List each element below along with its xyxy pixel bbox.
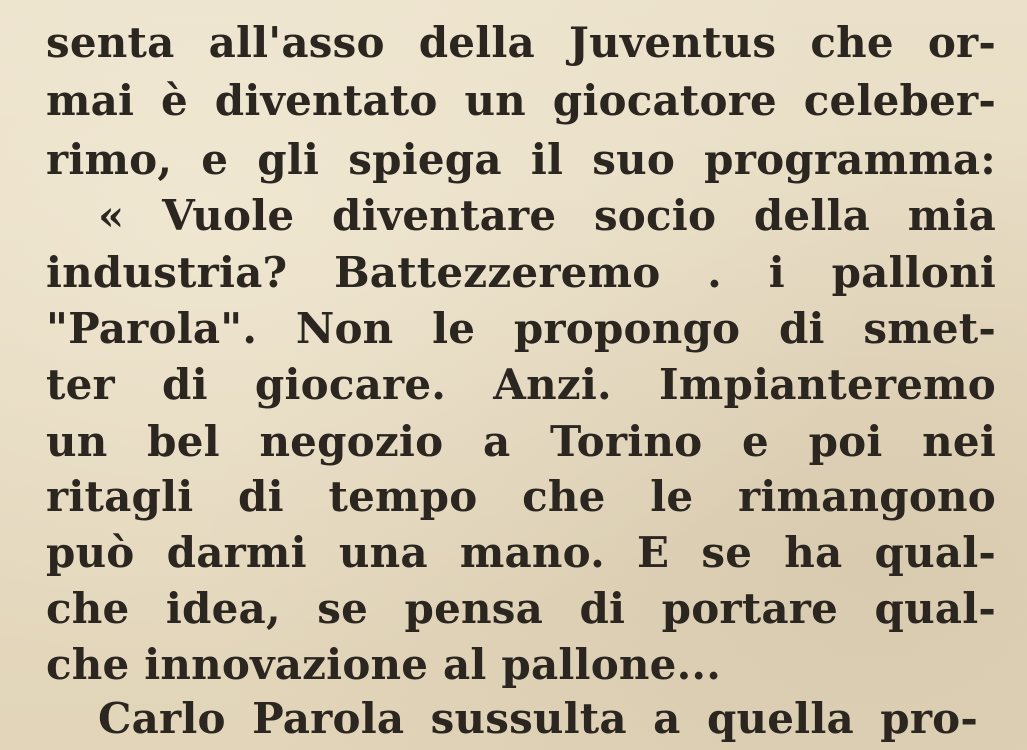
text-line-10: può darmi una mano. E se ha qual- (46, 528, 996, 577)
text-line-4: « Vuole diventare socio della mia (98, 191, 996, 240)
text-line-5: industria? Battezzeremo . i palloni (46, 248, 996, 297)
text-line-12: che innovazione al pallone... (46, 640, 722, 689)
text-line-11: che idea, se pensa di portare qual- (46, 584, 996, 633)
text-line-2: mai è diventato un giocatore celeber- (46, 76, 996, 125)
text-line-9: ritagli di tempo che le rimangono (46, 472, 996, 521)
text-line-3: rimo, e gli spiega il suo programma: (46, 135, 996, 184)
text-line-1: senta all'asso della Juventus che or- (46, 18, 996, 67)
text-line-13: Carlo Parola sussulta a quella pro- (98, 694, 978, 743)
text-line-7: ter di giocare. Anzi. Impianteremo (46, 360, 996, 409)
text-line-8: un bel negozio a Torino e poi nei (46, 417, 996, 466)
text-line-6: "Parola". Non le propongo di smet- (46, 304, 996, 353)
